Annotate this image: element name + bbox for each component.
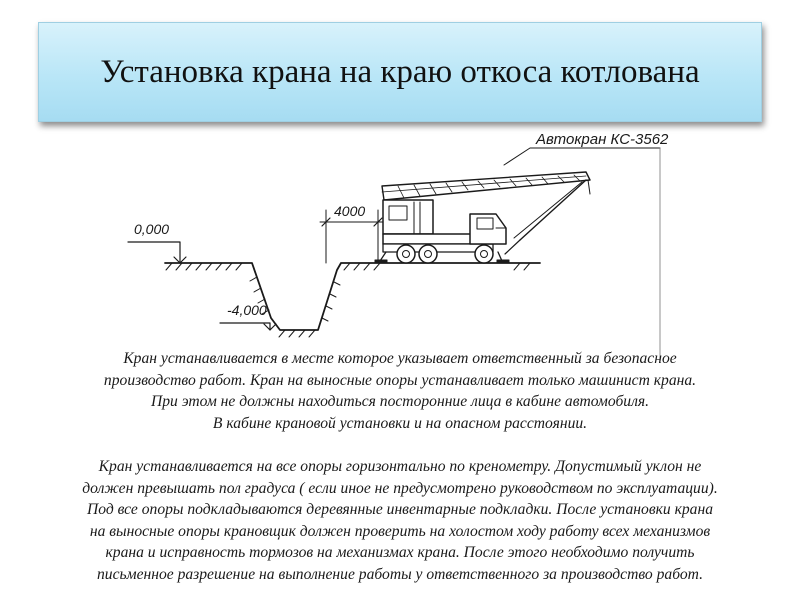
paragraph-crane-setup	[30, 456, 770, 585]
text-line: При этом не должны находиться посторонние лица в кабине автомобиля.	[150, 393, 650, 410]
crane-model-label: Автокран КС-3562	[536, 131, 669, 148]
offset-dimension	[320, 203, 384, 263]
soil-hatching-left	[166, 263, 315, 337]
text-line: производство работ. Кран на выносные опоры устанавливает только машинист крана.	[103, 371, 697, 389]
excavation-diagram	[0, 130, 800, 360]
level-marker-top	[128, 221, 186, 263]
truck-crane	[375, 172, 590, 263]
text-line: крана и исправность тормозов на механизмах крана. После этого необходимо получить	[105, 544, 695, 561]
offset-dimension-label: 4000	[334, 203, 366, 219]
text-line: на выносные опоры крановщик должен проверить на холостом ходу работу всех механизмов	[89, 522, 711, 540]
text-line: Кран устанавливается в месте которое указывает ответственный за безопасное	[123, 350, 677, 367]
level-top-label: 0,000	[134, 221, 170, 237]
soil-hatching-right	[322, 263, 530, 321]
text-line: должен превышать пол градуса ( если иное не предусмотрено руководством по эксплуатации).	[82, 479, 718, 497]
page-title: Установка крана на краю откоса котлована	[100, 53, 700, 90]
text-line: Под все опоры подкладываются деревянные инвентарные подкладки. После установки крана	[86, 501, 714, 518]
text-line: В кабине крановой установки и на опасном расстоянии.	[212, 414, 588, 432]
title-banner	[38, 22, 762, 122]
level-bottom-label: -4,000	[227, 302, 267, 318]
ground-profile	[165, 263, 540, 337]
text-line: письменное разрешение на выполнение работы у ответственного за производство работ.	[97, 565, 703, 583]
text-line: Кран устанавливается на все опоры горизонтально по кренометру. Допустимый уклон не	[98, 458, 702, 475]
paragraph-crane-placement	[30, 348, 770, 434]
crane-label	[504, 131, 669, 360]
